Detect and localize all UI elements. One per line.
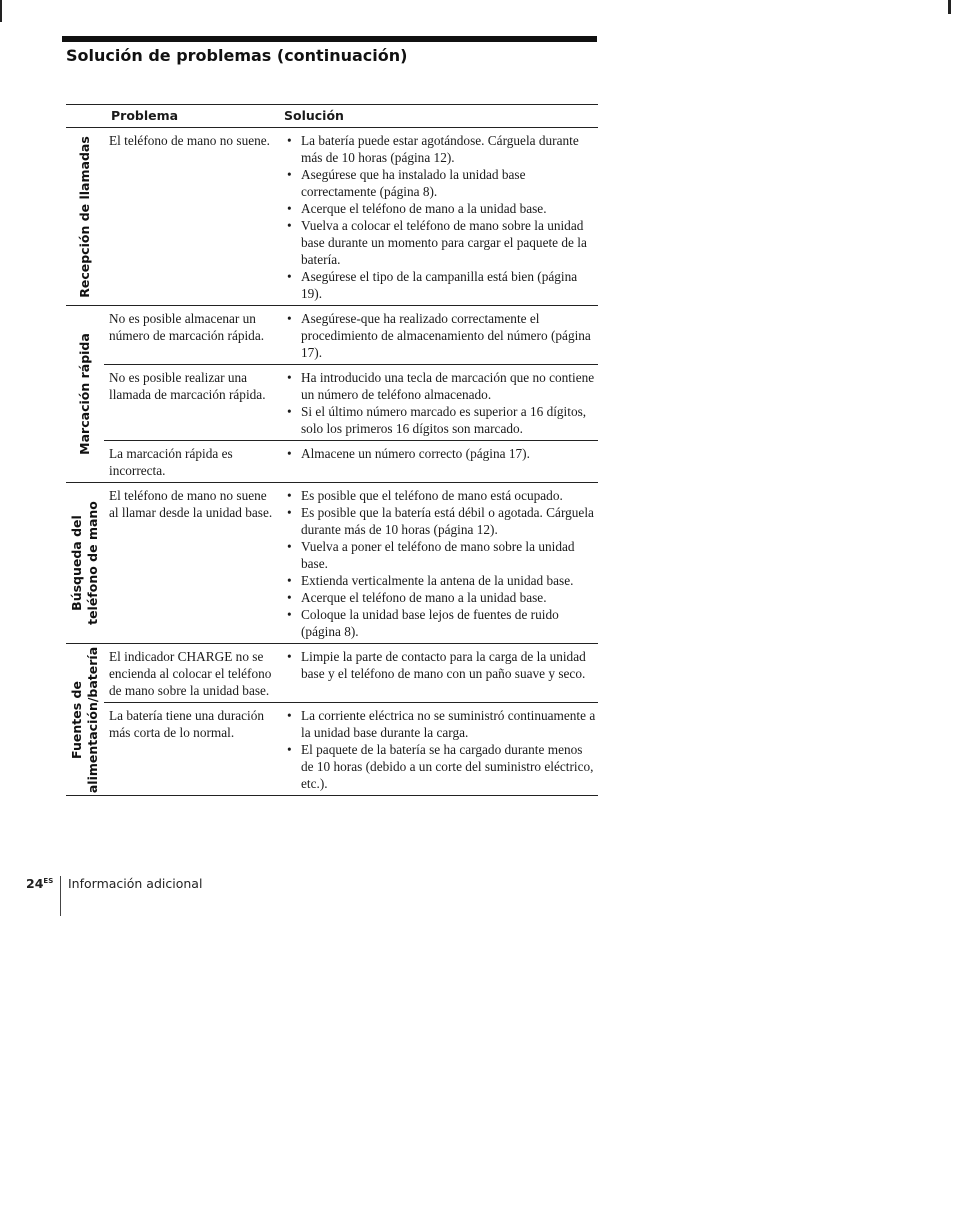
problem-cell: No es posible almacenar un número de marcación rápida. — [109, 311, 265, 343]
scan-edge-mark — [0, 0, 2, 22]
section-label: Búsqueda del teléfono de mano — [69, 501, 100, 625]
section-busqueda — [66, 483, 598, 644]
problem-cell: La batería tiene una duración más corta de lo normal. — [109, 708, 265, 740]
solution-item: • Almacene un número correcto (página 17). — [287, 445, 598, 462]
header-solution: Solución — [284, 108, 344, 123]
solution-item: • Extienda verticalmente la antena de la unidad base. — [287, 572, 598, 589]
table-row — [104, 128, 598, 305]
solution-item: • Asegúrese-que ha realizado correctamente el procedimiento de almacenamiento del número (página 17). — [287, 310, 598, 361]
solution-item: • La corriente eléctrica no se suministró continuamente a la unidad base durante la carga. — [287, 707, 598, 741]
header-problem: Problema — [111, 108, 179, 123]
problem-cell: La marcación rápida es incorrecta. — [109, 446, 233, 478]
solution-item: • Vuelva a colocar el teléfono de mano sobre la unidad base durante un momento para cargar el paquete de la batería. — [287, 217, 598, 268]
table-row — [104, 702, 598, 795]
solution-item: • Vuelva a poner el teléfono de mano sobre la unidad base. — [287, 538, 598, 572]
solution-list — [279, 487, 598, 640]
table-row — [104, 306, 598, 364]
solution-item: • Asegúrese que ha instalado la unidad base correctamente (página 8). — [287, 166, 598, 200]
solution-item: • Acerque el teléfono de mano a la unidad base. — [287, 589, 598, 606]
section-fuentes — [66, 644, 598, 796]
solution-item: • Asegúrese el tipo de la campanilla está bien (página 19). — [287, 268, 598, 302]
solution-item: • La batería puede estar agotándose. Cárguela durante más de 10 horas (página 12). — [287, 132, 598, 166]
table-row — [104, 364, 598, 440]
solution-item: • Acerque el teléfono de mano a la unidad base. — [287, 200, 598, 217]
table-header — [66, 104, 598, 128]
troubleshooting-table — [66, 104, 598, 796]
problem-cell: El indicador CHARGE no se encienda al colocar el teléfono de mano sobre la unidad base. — [109, 649, 272, 698]
table-row — [104, 440, 598, 482]
solution-item: • Coloque la unidad base lejos de fuentes de ruido (página 8). — [287, 606, 598, 640]
section-label: Marcación rápida — [77, 333, 93, 455]
solution-item: • Ha introducido una tecla de marcación que no contiene un número de teléfono almacenado. — [287, 369, 598, 403]
solution-list — [279, 310, 598, 361]
page-number: $24^{ES}$ — [26, 876, 54, 891]
table-row — [104, 644, 598, 702]
section-label: Fuentes de alimentación/batería — [69, 646, 101, 793]
solution-item: • El paquete de la batería se ha cargado durante menos de 10 horas (debido a un corte del suministro eléctrico, etc.). — [287, 741, 598, 792]
solution-item: • Limpie la parte de contacto para la carga de la unidad base y el teléfono de mano con un paño suave y seco. — [287, 648, 598, 682]
problem-cell: El teléfono de mano no suene. — [109, 133, 270, 148]
section-marcacion — [66, 306, 598, 483]
footer-divider — [60, 876, 61, 916]
solution-list — [279, 369, 598, 437]
problem-cell: El teléfono de mano no suene al llamar desde la unidad base. — [109, 488, 273, 520]
solution-item: • Es posible que la batería está débil o agotada. Cárguela durante más de 10 horas (página 12). — [287, 504, 598, 538]
scan-edge-mark — [948, 0, 951, 14]
section-label: Recepción de llamadas — [77, 135, 93, 298]
solution-item: • Es posible que el teléfono de mano está ocupado. — [287, 487, 598, 504]
solution-list — [279, 648, 598, 699]
header-rule — [62, 36, 597, 42]
problem-cell: No es posible realizar una llamada de marcación rápida. — [109, 370, 266, 402]
footer-section-name: Información adicional — [68, 876, 203, 891]
section-recepcion — [66, 128, 598, 306]
solution-list — [279, 707, 598, 792]
solution-list — [279, 445, 598, 479]
table-row — [104, 483, 598, 643]
solution-item: • Si el último número marcado es superior a 16 dígitos, solo los primeros 16 dígitos son marcado. — [287, 403, 598, 437]
solution-list — [279, 132, 598, 302]
page-title: Solución de problemas (continuación) — [66, 46, 408, 65]
